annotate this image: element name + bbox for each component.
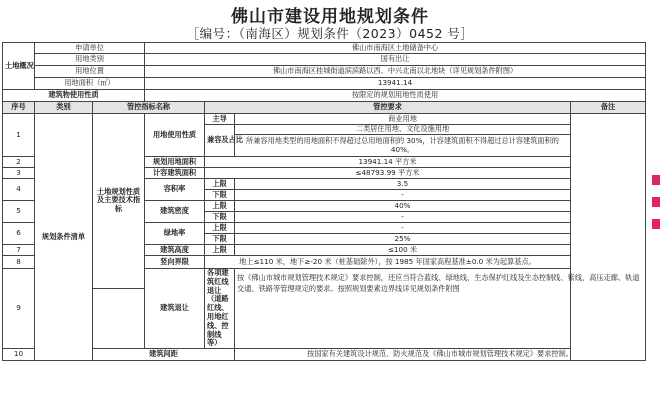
compatible-use-label: 兼容及占比 (205, 125, 235, 157)
building-nature-row (3, 90, 646, 102)
row-number: 3 (3, 168, 35, 179)
row-number: 1 (3, 114, 35, 157)
indicator-value: 13941.14 平方米 (205, 157, 571, 168)
lower-limit-value: 25% (235, 234, 571, 245)
edge-mark-segment (652, 197, 660, 207)
indicator-name: 用地使用性质 (145, 114, 205, 157)
table-row (3, 114, 646, 125)
upper-limit-label: 上限 (205, 223, 235, 234)
subcategory-retreat: 建筑退让 (145, 269, 205, 349)
indicator-value: 地上≤110 米，地下≥-20 米（桩基础除外），按 1985 年国家高程基准±0.0 米为起算基点。 (205, 256, 571, 269)
row-number: 7 (3, 245, 35, 256)
overview-row-area (3, 78, 646, 90)
row-number: 9 (3, 269, 35, 349)
overview-row-applicant (3, 43, 646, 54)
overview-row-location (3, 66, 646, 78)
indicator-name: 计容建筑面积 (145, 168, 205, 179)
header-requirement: 管控要求 (205, 102, 571, 114)
header-indicator: 管控指标名称 (93, 102, 205, 114)
lower-limit-value: - (235, 212, 571, 223)
indicator-name: 规划用地面积 (145, 157, 205, 168)
indicator-name: 建筑间距 (93, 349, 235, 361)
compatible-ratio-value: 所兼容用地类型的用地面积不得超过总用地面积的 30%，计容建筑面积不得超过总计容建筑面积的 40%。 (235, 135, 571, 157)
overview-value: 国有出让 (145, 54, 646, 66)
edge-mark-segment (652, 175, 660, 185)
overview-label: 用地类别 (35, 54, 145, 66)
planning-conditions-table (2, 42, 646, 361)
table-header-row (3, 102, 646, 114)
indicator-name: 各项建筑红线退让（道路红线、用地红线、控制线等） (205, 269, 235, 349)
upper-limit-value: 3.5 (235, 179, 571, 190)
upper-limit-value: - (235, 223, 571, 234)
lower-limit-value: - (235, 190, 571, 201)
header-remark: 备注 (571, 102, 646, 114)
table-row (3, 349, 646, 361)
upper-limit-label: 上限 (205, 201, 235, 212)
indicator-name: 绿地率 (145, 223, 205, 245)
page-edge-mark (652, 175, 660, 235)
page-title: 佛山市建设用地规划条件 (231, 7, 429, 27)
overview-label: 用地位置 (35, 66, 145, 78)
overview-label: 申请单位 (35, 43, 145, 54)
indicator-name: 建筑高度 (145, 245, 205, 256)
compatible-use-value: 二类居住用地、文化设施用地 (235, 125, 571, 135)
lower-limit-label: 下限 (205, 212, 235, 223)
row-number: 6 (3, 223, 35, 245)
overview-row-land-type (3, 54, 646, 66)
header-category: 类别 (35, 102, 93, 114)
upper-limit-value: ≤100 米 (235, 245, 571, 256)
subcategory-land-indicators: 土地规划性质及主要技术指标 (93, 114, 145, 289)
overview-value: 13941.14 (145, 78, 646, 90)
indicator-value: 按国家有关建筑设计规范、防火规范及《佛山市城市规划管理技术规定》要求控制。 (235, 349, 646, 361)
row-number: 5 (3, 201, 35, 223)
overview-value: 佛山市南海区桂城街道滨滨路以西、中兴北南以北地块（详见规划条件附图） (145, 66, 646, 78)
indicator-name: 容积率 (145, 179, 205, 201)
row-number: 2 (3, 157, 35, 168)
lower-limit-label: 下限 (205, 234, 235, 245)
upper-limit-label: 上限 (205, 179, 235, 190)
indicator-value: 按《佛山市城市规划管理技术规定》要求控制，还应当符合蓝线、绿地线、生态保护红线及生态控制线、紫线、高压走廊、轨道交通、铁路等管理规定的要求。按照规划要素边界线详见规划条件附图 (235, 269, 646, 349)
edge-mark-segment (652, 219, 660, 229)
building-nature-value: 按限定的规划用地性质使用 (145, 90, 646, 102)
row-number: 8 (3, 256, 35, 269)
main-use-label: 主导 (205, 114, 235, 125)
indicator-value: ≤48793.99 平方米 (205, 168, 571, 179)
overview-value: 佛山市南海区土地储备中心 (145, 43, 646, 54)
document-number: ［编号：（南海区）规划条件（2023）0452 号］ (186, 26, 474, 41)
building-nature-label: 建筑物使用性质 (3, 90, 145, 102)
main-use-value: 商业用地 (235, 114, 571, 125)
overview-label: 用地面积（㎡） (35, 78, 145, 90)
indicator-name: 建筑密度 (145, 201, 205, 223)
upper-limit-label: 上限 (205, 245, 235, 256)
upper-limit-value: 40% (235, 201, 571, 212)
header-seq: 序号 (3, 102, 35, 114)
indicator-name: 竖向界限 (145, 256, 205, 269)
group-label: 规划条件清单 (35, 114, 93, 361)
row-number: 4 (3, 179, 35, 201)
row-number: 10 (3, 349, 35, 361)
lower-limit-label: 下限 (205, 190, 235, 201)
land-overview-label: 土地概况 (3, 43, 35, 90)
